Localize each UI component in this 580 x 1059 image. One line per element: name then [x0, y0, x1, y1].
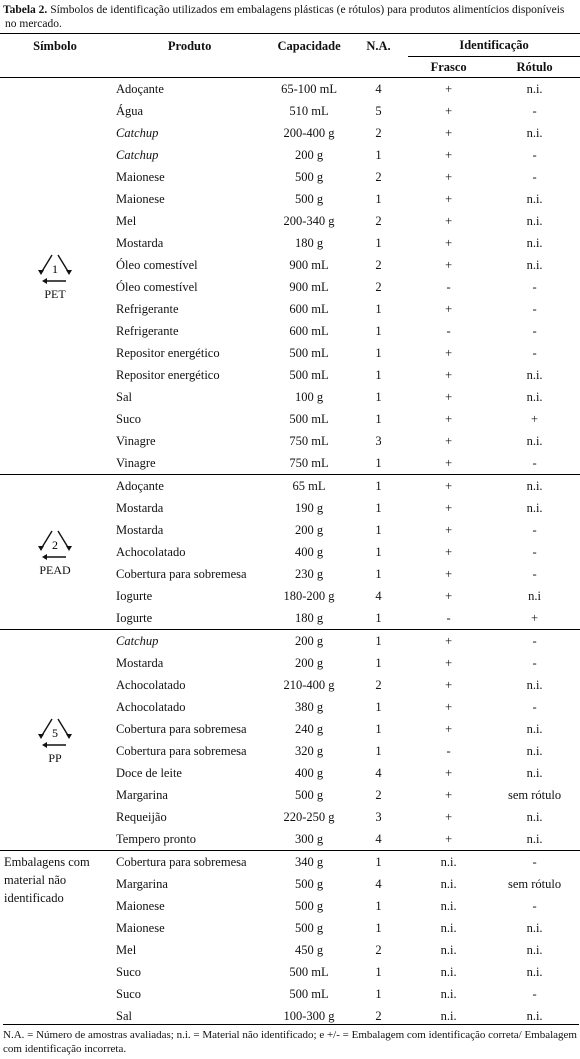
recycling-symbol: [35, 715, 75, 766]
cell-produto: Vinagre: [116, 455, 156, 470]
cell-na: 4: [375, 876, 382, 891]
cell-frasco: +: [445, 81, 453, 96]
cell-frasco: +: [445, 147, 453, 162]
cell-capacidade: 500 mL: [289, 411, 329, 426]
cell-frasco: +: [445, 809, 453, 824]
cell-produto: Mostarda: [116, 235, 164, 250]
cell-produto: Repositor energético: [116, 345, 220, 360]
cell-rotulo: -: [532, 345, 537, 360]
cell-produto: Tempero pronto: [116, 831, 197, 846]
cell-frasco: n.i.: [440, 986, 457, 1001]
cell-rotulo: n.i.: [526, 743, 543, 758]
cell-rotulo: +: [531, 610, 539, 625]
cell-produto: Cobertura para sobremesa: [116, 566, 247, 581]
cell-na: 5: [375, 103, 382, 118]
cell-capacidade: 450 g: [294, 942, 324, 957]
cell-produto: Catchup: [110, 630, 269, 653]
cell-na: 1: [375, 986, 382, 1001]
cell-rotulo: n.i.: [526, 1008, 543, 1023]
cell-capacidade: 340 g: [269, 851, 349, 874]
cell-produto: Óleo comestível: [116, 279, 198, 294]
cell-rotulo: n.i.: [526, 125, 543, 140]
cell-capacidade: 500 mL: [289, 345, 329, 360]
cell-capacidade: 200 g: [269, 630, 349, 653]
cell-na: 2: [375, 169, 382, 184]
cell-frasco: +: [408, 630, 489, 653]
cell-produto: Sal: [116, 1008, 133, 1023]
cell-rotulo: n.i.: [526, 920, 543, 935]
cell-produto: Mostarda: [116, 500, 164, 515]
cell-produto: Vinagre: [116, 433, 156, 448]
cell-rotulo: -: [532, 655, 537, 670]
table-footnote: N.A. = Número de amostras avaliadas; n.i. = Material não identificado; e +/- = Embalagem com identificação correta/ Embalagem com identificação incorreta.: [3, 1024, 579, 1056]
cell-produto: Água: [116, 103, 144, 118]
cell-frasco: n.i.: [440, 898, 457, 913]
table-caption: [3, 3, 577, 31]
cell-rotulo: -: [532, 566, 537, 581]
cell-capacidade: 220-250 g: [283, 809, 335, 824]
cell-frasco: +: [445, 169, 453, 184]
cell-produto: Iogurte: [116, 610, 153, 625]
cell-produto: Mel: [116, 942, 137, 957]
cell-rotulo: +: [531, 411, 539, 426]
cell-capacidade: 200 g: [294, 655, 324, 670]
cell-na: 1: [375, 235, 382, 250]
cell-produto: Achocolatado: [116, 544, 186, 559]
cell-capacidade: 500 g: [294, 787, 324, 802]
cell-na: 1: [375, 610, 382, 625]
cell-na: 1: [375, 566, 382, 581]
recycling-triangle-icon: [35, 527, 75, 561]
cell-produto: Catchup: [116, 147, 159, 162]
cell-capacidade: 500 g: [294, 898, 324, 913]
cell-capacidade: 180 g: [294, 235, 324, 250]
cell-produto: Maionese: [116, 920, 165, 935]
cell-frasco: n.i.: [440, 942, 457, 957]
cell-rotulo: n.i.: [526, 433, 543, 448]
cell-na: 1: [375, 522, 382, 537]
cell-rotulo: n.i.: [526, 964, 543, 979]
cell-rotulo: -: [532, 169, 537, 184]
cell-capacidade: 180 g: [294, 610, 324, 625]
cell-produto: Cobertura para sobremesa: [110, 851, 269, 874]
cell-frasco: +: [408, 475, 489, 498]
cell-produto: Catchup: [116, 125, 159, 140]
cell-na: 2: [375, 279, 382, 294]
cell-na: 1: [375, 345, 382, 360]
cell-frasco: +: [445, 787, 453, 802]
cell-na: 1: [375, 721, 382, 736]
table-row: [0, 630, 580, 653]
cell-frasco: +: [445, 544, 453, 559]
cell-capacidade: 100-300 g: [283, 1008, 335, 1023]
cell-na: 1: [349, 630, 408, 653]
cell-produto: Margarina: [116, 876, 168, 891]
cell-frasco: +: [445, 500, 453, 515]
cell-rotulo: n.i.: [526, 235, 543, 250]
cell-capacidade: 210-400 g: [283, 677, 335, 692]
cell-produto: Achocolatado: [116, 699, 186, 714]
cell-produto: Suco: [116, 964, 142, 979]
header-simbolo: Símbolo: [0, 34, 110, 78]
cell-rotulo: sem rótulo: [508, 787, 562, 802]
cell-frasco: -: [446, 743, 451, 758]
cell-capacidade: 500 mL: [289, 367, 329, 382]
cell-rotulo: -: [532, 699, 537, 714]
cell-frasco: -: [446, 610, 451, 625]
cell-na: 1: [375, 323, 382, 338]
header-frasco: Frasco: [408, 57, 489, 78]
cell-na: 1: [375, 500, 382, 515]
cell-rotulo: -: [532, 323, 537, 338]
cell-rotulo: n.i.: [526, 389, 543, 404]
symbol-label: PP: [48, 750, 62, 765]
recycling-symbol: [35, 251, 75, 302]
cell-frasco: +: [445, 433, 453, 448]
cell-capacidade: 180-200 g: [283, 588, 335, 603]
cell-na: 1: [375, 389, 382, 404]
cell-na: 2: [375, 1008, 382, 1023]
symbol-cell: [0, 851, 110, 1028]
cell-capacidade: 600 mL: [289, 301, 329, 316]
cell-na: 2: [375, 677, 382, 692]
cell-frasco: +: [445, 235, 453, 250]
cell-capacidade: 200 g: [294, 147, 324, 162]
recycling-triangle-icon: [35, 715, 75, 749]
cell-rotulo: -: [532, 522, 537, 537]
cell-frasco: +: [445, 345, 453, 360]
cell-capacidade: 190 g: [294, 500, 324, 515]
cell-frasco: +: [445, 213, 453, 228]
cell-na: 1: [375, 743, 382, 758]
cell-capacidade: 500 g: [294, 169, 324, 184]
cell-capacidade: 500 g: [294, 191, 324, 206]
cell-frasco: n.i.: [440, 876, 457, 891]
cell-capacidade: 500 mL: [289, 986, 329, 1001]
cell-frasco: +: [445, 125, 453, 140]
data-table: [0, 33, 580, 1027]
header-produto: Produto: [110, 34, 269, 78]
cell-rotulo: n.i.: [489, 475, 580, 498]
recycling-symbol: [35, 527, 75, 578]
cell-rotulo: n.i.: [526, 81, 543, 96]
cell-na: 1: [375, 367, 382, 382]
cell-na: 1: [349, 475, 408, 498]
cell-frasco: +: [445, 566, 453, 581]
cell-na: 1: [375, 898, 382, 913]
cell-frasco: -: [446, 279, 451, 294]
symbol-label: PEAD: [39, 562, 71, 577]
cell-produto: Óleo comestível: [116, 257, 198, 272]
cell-na: 2: [375, 125, 382, 140]
cell-rotulo: n.i.: [526, 191, 543, 206]
cell-rotulo: -: [532, 103, 537, 118]
table-body: [0, 78, 580, 1028]
table-row: [0, 475, 580, 498]
cell-frasco: +: [445, 257, 453, 272]
cell-na: 1: [375, 699, 382, 714]
cell-capacidade: 320 g: [294, 743, 324, 758]
cell-rotulo: -: [532, 147, 537, 162]
cell-capacidade: 200-340 g: [283, 213, 335, 228]
cell-frasco: -: [446, 323, 451, 338]
cell-produto: Iogurte: [116, 588, 153, 603]
cell-na: 3: [375, 809, 382, 824]
cell-rotulo: -: [532, 455, 537, 470]
cell-rotulo: n.i.: [526, 942, 543, 957]
cell-frasco: n.i.: [440, 964, 457, 979]
cell-na: 4: [375, 765, 382, 780]
cell-frasco: n.i.: [440, 1008, 457, 1023]
cell-frasco: +: [445, 455, 453, 470]
cell-capacidade: 510 mL: [289, 103, 329, 118]
cell-na: 2: [375, 257, 382, 272]
symbol-number: 2: [52, 537, 59, 552]
cell-na: 1: [375, 655, 382, 670]
cell-na: 1: [375, 964, 382, 979]
recycling-triangle-icon: [35, 251, 75, 285]
cell-rotulo: -: [532, 279, 537, 294]
cell-produto: Mel: [116, 213, 137, 228]
unidentified-material-label: Embalagens com material não identificado: [4, 855, 90, 905]
cell-rotulo: -: [532, 301, 537, 316]
cell-capacidade: 600 mL: [289, 323, 329, 338]
cell-produto: Mostarda: [116, 522, 164, 537]
cell-frasco: n.i.: [440, 920, 457, 935]
cell-capacidade: 300 g: [294, 831, 324, 846]
cell-produto: Refrigerante: [116, 323, 179, 338]
symbol-cell: [0, 78, 110, 475]
cell-na: 1: [375, 455, 382, 470]
cell-rotulo: n.i.: [526, 500, 543, 515]
cell-produto: Doce de leite: [116, 765, 182, 780]
cell-frasco: +: [445, 103, 453, 118]
cell-frasco: +: [445, 677, 453, 692]
cell-na: 4: [375, 81, 382, 96]
cell-na: 4: [375, 588, 382, 603]
cell-na: 1: [375, 411, 382, 426]
cell-capacidade: 65 mL: [269, 475, 349, 498]
cell-frasco: n.i.: [408, 851, 489, 874]
cell-na: 4: [375, 831, 382, 846]
cell-rotulo: n.i.: [526, 765, 543, 780]
cell-capacidade: 100 g: [294, 389, 324, 404]
cell-capacidade: 500 g: [294, 876, 324, 891]
cell-produto: Suco: [116, 986, 142, 1001]
cell-frasco: +: [445, 389, 453, 404]
cell-produto: Maionese: [116, 169, 165, 184]
cell-capacidade: 200 g: [294, 522, 324, 537]
header-row: [0, 34, 580, 57]
symbol-number: 5: [52, 725, 59, 740]
cell-rotulo: -: [532, 986, 537, 1001]
cell-na: 1: [375, 301, 382, 316]
cell-na: 3: [375, 433, 382, 448]
cell-rotulo: -: [489, 851, 580, 874]
cell-produto: Achocolatado: [116, 677, 186, 692]
cell-produto: Cobertura para sobremesa: [116, 721, 247, 736]
cell-rotulo: -: [532, 544, 537, 559]
cell-produto: Maionese: [116, 898, 165, 913]
cell-rotulo: n.i.: [526, 213, 543, 228]
symbol-cell: [0, 475, 110, 630]
cell-rotulo: -: [532, 898, 537, 913]
cell-produto: Maionese: [116, 191, 165, 206]
cell-na: 1: [375, 544, 382, 559]
cell-rotulo: n.i.: [526, 831, 543, 846]
header-identificacao: Identificação: [408, 34, 580, 57]
cell-produto: Margarina: [116, 787, 168, 802]
cell-capacidade: 900 mL: [289, 257, 329, 272]
caption-text-line2: no mercado.: [5, 18, 62, 30]
cell-frasco: +: [445, 411, 453, 426]
cell-frasco: +: [445, 191, 453, 206]
cell-frasco: +: [445, 699, 453, 714]
cell-frasco: +: [445, 721, 453, 736]
cell-rotulo: n.i: [528, 588, 541, 603]
cell-capacidade: 65-100 mL: [281, 81, 337, 96]
cell-produto: Adoçante: [116, 81, 164, 96]
cell-frasco: +: [445, 831, 453, 846]
caption-label: Tabela 2.: [3, 4, 48, 16]
cell-na: 2: [375, 787, 382, 802]
cell-produto: Cobertura para sobremesa: [116, 743, 247, 758]
cell-rotulo: n.i.: [526, 257, 543, 272]
cell-capacidade: 400 g: [294, 765, 324, 780]
cell-frasco: +: [445, 522, 453, 537]
cell-capacidade: 750 mL: [289, 455, 329, 470]
cell-capacidade: 500 g: [294, 920, 324, 935]
cell-na: 2: [375, 213, 382, 228]
table-row: [0, 78, 580, 101]
cell-rotulo: n.i.: [526, 367, 543, 382]
cell-produto: Requeijão: [116, 809, 167, 824]
cell-capacidade: 500 mL: [289, 964, 329, 979]
cell-produto: Suco: [116, 411, 142, 426]
cell-rotulo: sem rótulo: [508, 876, 562, 891]
cell-frasco: +: [445, 588, 453, 603]
cell-na: 2: [375, 942, 382, 957]
cell-produto: Refrigerante: [116, 301, 179, 316]
caption-text: Símbolos de identificação utilizados em embalagens plásticas (e rótulos) para produtos alimentícios disponíveis: [50, 4, 565, 16]
cell-frasco: +: [445, 367, 453, 382]
cell-na: 1: [375, 191, 382, 206]
cell-capacidade: 240 g: [294, 721, 324, 736]
cell-frasco: +: [445, 301, 453, 316]
cell-na: 1: [375, 147, 382, 162]
cell-rotulo: -: [489, 630, 580, 653]
cell-rotulo: n.i.: [526, 721, 543, 736]
cell-produto: Sal: [116, 389, 133, 404]
symbol-cell: [0, 630, 110, 851]
cell-produto: Repositor energético: [116, 367, 220, 382]
cell-na: 1: [375, 920, 382, 935]
symbol-label: PET: [44, 286, 66, 301]
cell-capacidade: 230 g: [294, 566, 324, 581]
cell-capacidade: 400 g: [294, 544, 324, 559]
cell-produto: Adoçante: [110, 475, 269, 498]
cell-frasco: +: [445, 765, 453, 780]
header-capacidade: Capacidade: [269, 34, 349, 78]
table-row: [0, 851, 580, 874]
cell-capacidade: 900 mL: [289, 279, 329, 294]
cell-produto: Mostarda: [116, 655, 164, 670]
header-na: N.A.: [349, 34, 408, 78]
header-rotulo: Rótulo: [489, 57, 580, 78]
cell-rotulo: n.i.: [526, 677, 543, 692]
cell-rotulo: n.i.: [526, 809, 543, 824]
cell-capacidade: 200-400 g: [283, 125, 335, 140]
cell-frasco: +: [445, 655, 453, 670]
symbol-number: 1: [52, 261, 59, 276]
cell-capacidade: 380 g: [294, 699, 324, 714]
cell-capacidade: 750 mL: [289, 433, 329, 448]
cell-na: 1: [349, 851, 408, 874]
